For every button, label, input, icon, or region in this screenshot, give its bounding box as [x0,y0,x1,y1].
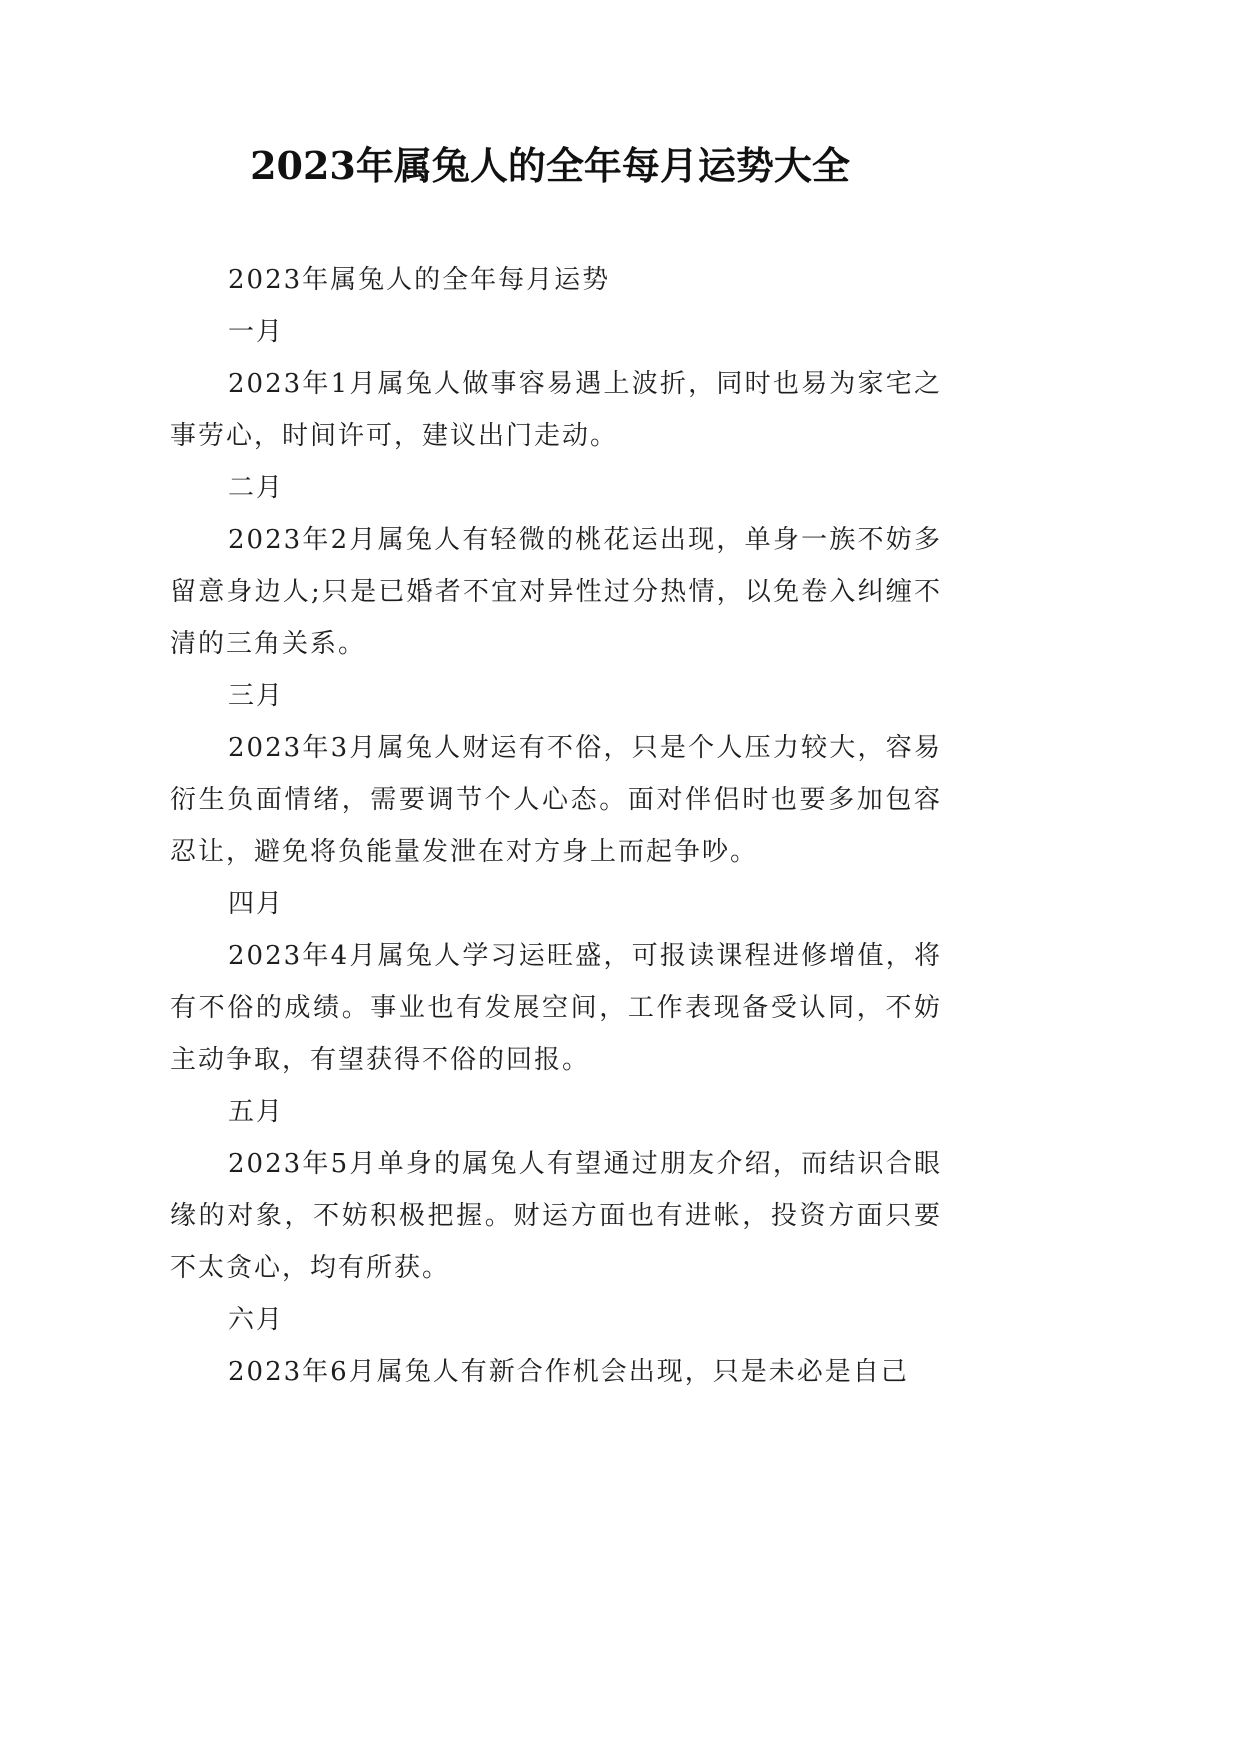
month-heading-may: 五月 [228,1097,285,1127]
month-heading-february: 二月 [228,473,285,503]
month-heading-january: 一月 [228,317,285,347]
month-paragraph-april: 2023年4月属兔人学习运旺盛，可报读课程进修增值，将有不俗的成绩。事业也有发展空间，工作表现备受认同，不妨主动争取，有望获得不俗的回报。 [170,941,942,1075]
month-heading-april: 四月 [228,889,285,919]
document-body [170,254,942,1398]
section-subtitle: 2023年属兔人的全年每月运势 [228,265,611,295]
month-paragraph-march: 2023年3月属兔人财运有不俗，只是个人压力较大，容易衍生负面情绪，需要调节个人心态。面对伴侣时也要多加包容忍让，避免将负能量发泄在对方身上而起争吵。 [170,733,942,867]
month-paragraph-january: 2023年1月属兔人做事容易遇上波折，同时也易为家宅之事劳心，时间许可，建议出门走动。 [170,369,942,451]
month-heading-june: 六月 [228,1305,285,1335]
month-heading-march: 三月 [228,681,285,711]
month-paragraph-february: 2023年2月属兔人有轻微的桃花运出现，单身一族不妨多留意身边人;只是已婚者不宜对异性过分热情，以免卷入纠缠不清的三角关系。 [170,525,942,659]
document-title: 2023年属兔人的全年每月运势大全 [250,143,850,188]
month-paragraph-may: 2023年5月单身的属兔人有望通过朋友介绍，而结识合眼缘的对象，不妨积极把握。财运方面也有进帐，投资方面只要不太贪心，均有所获。 [170,1149,942,1283]
month-paragraph-june: 2023年6月属兔人有新合作机会出现，只是未必是自己 [228,1357,909,1387]
